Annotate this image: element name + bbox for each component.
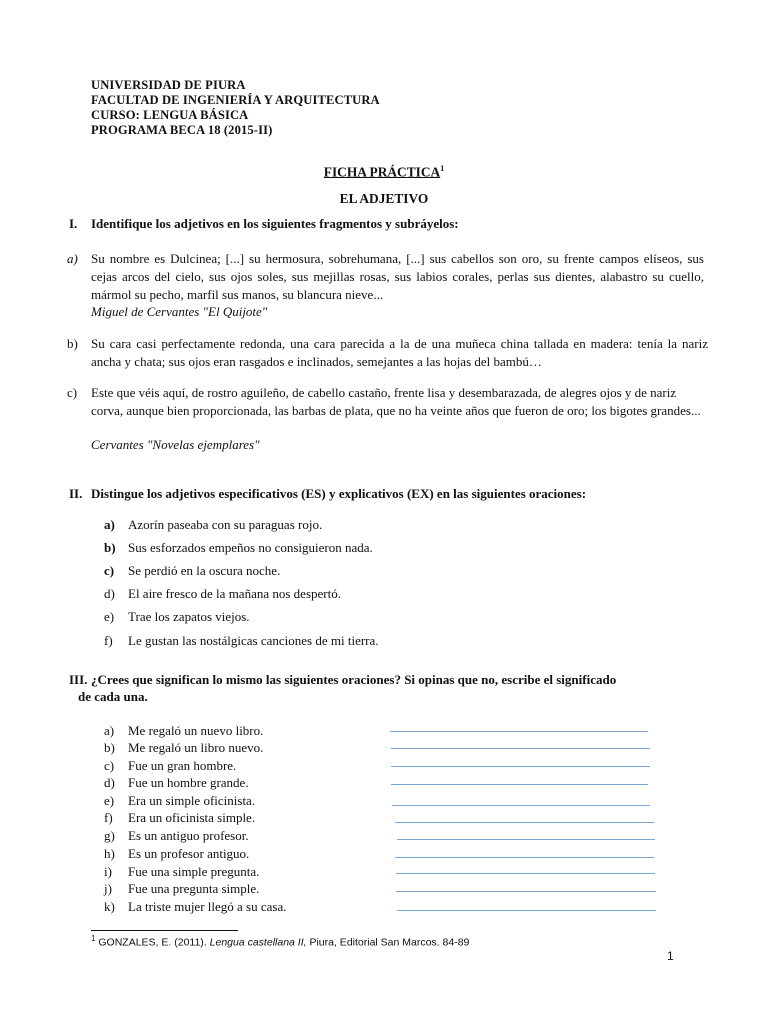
answer-line[interactable] <box>395 857 654 858</box>
section3-heading-line2: de cada una. <box>78 689 148 704</box>
footnote-marker: 1 <box>91 934 96 943</box>
section3-item-text: Fue una pregunta simple. <box>128 881 260 896</box>
section3-item-text: Me regaló un libro nuevo. <box>128 740 264 755</box>
section3-item-label: b) <box>104 740 115 755</box>
answer-line[interactable] <box>391 784 648 785</box>
footnote <box>91 934 469 949</box>
footnote-author: GONZALES, E. (2011). <box>98 936 210 949</box>
section1-item-a-label: a) <box>67 251 78 266</box>
section3-item-label: i) <box>104 864 112 879</box>
section3-number: III. <box>69 672 88 687</box>
page-number: 1 <box>667 949 674 963</box>
section3-item-text: Fue un gran hombre. <box>128 758 237 773</box>
section3-item-label: e) <box>104 793 115 808</box>
section3-item-text: Fue un hombre grande. <box>128 775 249 790</box>
section3-item-label: a) <box>104 723 115 738</box>
page-title <box>0 164 768 180</box>
section3-item-label: f) <box>104 810 113 825</box>
header-faculty: FACULTAD DE INGENIERÍA Y ARQUITECTURA <box>91 93 380 107</box>
answer-line[interactable] <box>392 805 650 806</box>
section2-item-label: b) <box>104 540 116 555</box>
section2-item-text: Sus esforzados empeños no consiguieron nada. <box>128 540 373 555</box>
section2-item-text: Trae los zapatos viejos. <box>128 609 250 624</box>
footnote-book: Lengua castellana II, <box>209 936 307 949</box>
section1-item-a-source: Miguel de Cervantes "El Quijote" <box>91 304 268 319</box>
section1-item-a-text: Su nombre es Dulcinea; [...] su hermosura, sobrehumana, [...] sus cabellos son oro, su frente campos elíseos, sus cejas arcos del cielo, sus ojos soles, sus mejillas rosas, sus labios corales, perlas sus dientes, alabastro su cuello, mármol su pecho, marfil sus manos, su blancura nieve... <box>91 251 704 302</box>
title-text: FICHA PRÁCTICA <box>323 164 441 180</box>
answer-line[interactable] <box>391 748 650 749</box>
section1-item-c-text: Este que véis aquí, de rostro aguileño, de cabello castaño, frente lisa y desembarazada, de alegres ojos y de nariz corva, aunque bien proporcionada, las barbas de plata, que no ha veinte años que fueron de oro; los bigotes grandes... <box>91 385 701 418</box>
section3-heading-line1: ¿Crees que significan lo mismo las siguientes oraciones? Si opinas que no, escribe el significado <box>91 672 617 687</box>
header-program: PROGRAMA BECA 18 (2015-II) <box>91 123 273 137</box>
section3-item-label: c) <box>104 758 115 773</box>
header-university: UNIVERSIDAD DE PIURA <box>91 78 246 92</box>
footnote-rest: Piura, Editorial San Marcos. 84-89 <box>306 936 470 949</box>
section2-heading: Distingue los adjetivos especificativos (ES) y explicativos (EX) en las siguientes oraciones: <box>91 486 587 501</box>
section2-item-text: Se perdió en la oscura noche. <box>128 563 281 578</box>
section2-item-text: El aire fresco de la mañana nos despertó. <box>128 586 341 601</box>
section1-item-c-label: c) <box>67 385 78 400</box>
section1-item-c-source: Cervantes "Novelas ejemplares" <box>91 437 260 452</box>
section3-item-text: Es un profesor antiguo. <box>128 846 250 861</box>
section2-item-label: c) <box>104 563 115 578</box>
section2-item-label: f) <box>104 633 113 648</box>
section3-item-text: Es un antiguo profesor. <box>128 828 249 843</box>
answer-line[interactable] <box>396 891 656 892</box>
answer-line[interactable] <box>397 910 656 911</box>
answer-line[interactable] <box>397 839 655 840</box>
page-subtitle: EL ADJETIVO <box>339 191 429 206</box>
section1-heading: Identifique los adjetivos en los siguientes fragmentos y subráyelos: <box>91 216 459 231</box>
header-course: CURSO: LENGUA BÁSICA <box>91 108 249 122</box>
section1-number: I. <box>69 216 78 231</box>
section3-item-text: La triste mujer llegó a su casa. <box>128 899 287 914</box>
footnote-separator <box>91 930 238 931</box>
answer-line[interactable] <box>390 731 648 732</box>
section3-item-text: Era un simple oficinista. <box>128 793 256 808</box>
section3-item-text: Fue una simple pregunta. <box>128 864 260 879</box>
section3-item-text: Era un oficinista simple. <box>128 810 256 825</box>
section3-item-label: j) <box>104 881 112 896</box>
section2-item-label: e) <box>104 609 115 624</box>
answer-line[interactable] <box>391 766 650 767</box>
section2-number: II. <box>69 486 83 501</box>
section3-item-label: h) <box>104 846 115 861</box>
answer-line[interactable] <box>395 822 654 823</box>
section3-item-label: g) <box>104 828 115 843</box>
section2-item-text: Le gustan las nostálgicas canciones de mi tierra. <box>128 633 379 648</box>
section2-item-label: d) <box>104 586 115 601</box>
answer-line[interactable] <box>396 873 655 874</box>
section3-item-text: Me regaló un nuevo libro. <box>128 723 264 738</box>
section3-item-label: k) <box>104 899 115 914</box>
section1-item-b-label: b) <box>67 336 78 351</box>
section3-item-label: d) <box>104 775 115 790</box>
section1-item-b-text: Su cara casi perfectamente redonda, una cara parecida a la de una muñeca china tallada en madera: tenía la nariz ancha y chata; sus ojos eran rasgados e inclinados, semejantes a las hojas del bambú… <box>91 336 708 369</box>
footnote-ref: 1 <box>440 164 445 173</box>
section2-item-label: a) <box>104 517 115 532</box>
section2-item-text: Azorín paseaba con su paraguas rojo. <box>128 517 323 532</box>
